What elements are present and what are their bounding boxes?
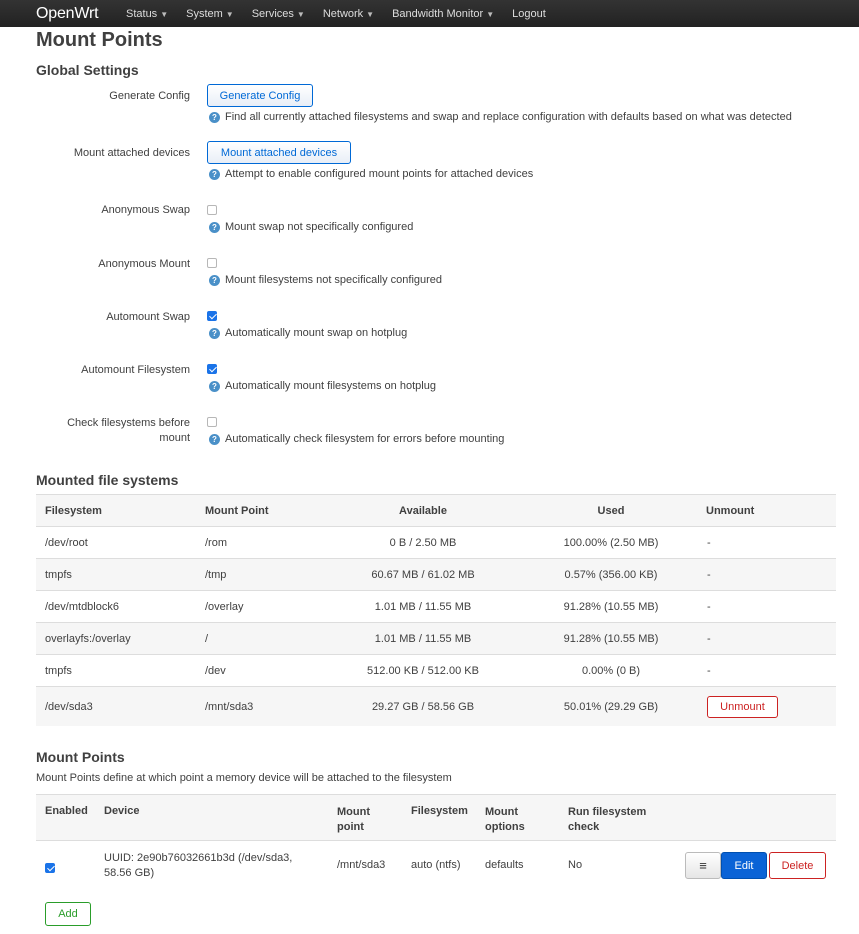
table-row: [36, 622, 836, 654]
table-row: [36, 526, 836, 558]
cell-used: 91.28% (10.55 MB): [563, 633, 659, 645]
cell-mount-point: /mnt/sda3: [205, 701, 254, 713]
mounted-table-header: [36, 494, 836, 526]
header-run-fs-check: Run filesystem check: [568, 806, 647, 833]
row-menu-button[interactable]: [685, 852, 721, 879]
hamburger-icon: ≡: [699, 858, 707, 873]
help-icon: ?: [209, 275, 220, 286]
cell-used: 0.00% (0 B): [581, 665, 641, 677]
cell-filesystem: /dev/root: [45, 537, 88, 549]
cell-filesystem: /dev/mtdblock6: [45, 601, 119, 613]
global-settings-heading: Global Settings: [36, 62, 139, 78]
cell-mount-options: defaults: [485, 859, 524, 871]
automount-swap-desc: ? Automatically mount swap on hotplug: [209, 327, 407, 339]
check-filesystems-label: Check filesystems before mount: [67, 417, 190, 444]
cell-available: 512.00 KB / 512.00 KB: [367, 665, 479, 677]
header-mount-point: Mount Point: [205, 505, 269, 517]
mount-attached-desc: ? Attempt to enable configured mount points for attached devices: [209, 168, 533, 180]
cell-available: 1.01 MB / 11.55 MB: [374, 601, 472, 613]
chevron-down-icon: ▼: [296, 9, 305, 19]
check-filesystems-desc: ? Automatically check filesystem for errors before mounting: [209, 433, 504, 445]
anonymous-mount-desc: ? Mount filesystems not specifically configured: [209, 274, 442, 286]
cell-filesystem: tmpfs: [45, 569, 72, 581]
cell-unmount: -: [707, 569, 711, 581]
brand-logo[interactable]: OpenWrt: [36, 4, 99, 22]
nav-services[interactable]: Services ▼: [251, 7, 305, 20]
header-unmount: Unmount: [706, 505, 755, 517]
chevron-down-icon: ▼: [366, 9, 375, 19]
cell-filesystem: auto (ntfs): [411, 859, 461, 871]
automount-swap-checkbox[interactable]: [207, 311, 217, 321]
mount-attached-label: Mount attached devices: [73, 147, 190, 159]
delete-button[interactable]: Delete: [769, 852, 826, 879]
table-row: [36, 590, 836, 622]
anonymous-swap-label: Anonymous Swap: [101, 204, 190, 216]
header-enabled: Enabled: [45, 805, 88, 817]
cell-mount-point: /dev: [205, 665, 226, 677]
cell-used: 100.00% (2.50 MB): [563, 537, 659, 549]
header-device: Device: [104, 805, 140, 817]
nav-system[interactable]: System ▼: [186, 7, 234, 20]
chevron-down-icon: ▼: [225, 9, 234, 19]
generate-config-desc: ? Find all currently attached filesystems and swap and replace configuration with defaults based on what was detected: [209, 111, 792, 123]
nav-bandwidth-monitor[interactable]: Bandwidth Monitor ▼: [392, 7, 495, 20]
top-navbar: [0, 0, 859, 27]
cell-filesystem: /dev/sda3: [45, 701, 93, 713]
cell-used: 0.57% (356.00 KB): [564, 569, 658, 581]
cell-mount-point: /mnt/sda3: [337, 859, 386, 871]
mount-points-desc: Mount Points define at which point a memory device will be attached to the filesystem: [36, 772, 452, 784]
cell-used: 91.28% (10.55 MB): [563, 601, 659, 613]
page-title: Mount Points: [36, 29, 163, 51]
table-row: [36, 840, 836, 888]
chevron-down-icon: ▼: [486, 9, 495, 19]
mount-attached-button[interactable]: Mount attached devices: [207, 141, 351, 164]
mount-points-table-header: [36, 794, 836, 840]
header-filesystem: Filesystem: [45, 505, 102, 517]
cell-run-fs-check: No: [568, 859, 583, 871]
cell-unmount: -: [707, 665, 711, 677]
nav-network[interactable]: Network ▼: [322, 7, 375, 20]
header-available: Available: [399, 505, 447, 517]
cell-available: 29.27 GB / 58.56 GB: [371, 701, 475, 713]
header-mount-point: Mount point: [337, 806, 370, 833]
cell-used: 50.01% (29.29 GB): [563, 701, 659, 713]
table-row: [36, 654, 836, 686]
anonymous-mount-label: Anonymous Mount: [98, 258, 190, 270]
cell-unmount: -: [707, 537, 711, 549]
cell-filesystem: tmpfs: [45, 665, 72, 677]
mount-points-heading: Mount Points: [36, 749, 125, 765]
header-filesystem: Filesystem: [411, 805, 468, 817]
unmount-button[interactable]: Unmount: [707, 696, 778, 718]
cell-filesystem: overlayfs:/overlay: [45, 633, 131, 645]
nav-status[interactable]: Status ▼: [126, 7, 169, 20]
automount-filesystem-label: Automount Filesystem: [81, 364, 190, 376]
header-mount-options: Mount options: [485, 806, 525, 833]
check-filesystems-checkbox[interactable]: [207, 417, 217, 427]
add-button[interactable]: Add: [45, 902, 91, 926]
anonymous-swap-desc: ? Mount swap not specifically configured: [209, 221, 413, 233]
chevron-down-icon: ▼: [160, 9, 169, 19]
cell-available: 1.01 MB / 11.55 MB: [374, 633, 472, 645]
anonymous-swap-checkbox[interactable]: [207, 205, 217, 215]
cell-unmount: -: [707, 601, 711, 613]
nav-logout[interactable]: Logout: [512, 7, 546, 20]
help-icon: ?: [209, 434, 220, 445]
cell-available: 60.67 MB / 61.02 MB: [371, 569, 475, 581]
help-icon: ?: [209, 328, 220, 339]
cell-mount-point: /tmp: [205, 569, 227, 581]
table-row: [36, 558, 836, 590]
enabled-checkbox[interactable]: [45, 863, 55, 873]
cell-mount-point: /overlay: [205, 601, 244, 613]
generate-config-button[interactable]: Generate Config: [207, 84, 313, 107]
help-icon: ?: [209, 169, 220, 180]
cell-mount-point: /: [205, 633, 209, 645]
help-icon: ?: [209, 222, 220, 233]
help-icon: ?: [209, 381, 220, 392]
cell-available: 0 B / 2.50 MB: [389, 537, 457, 549]
edit-button[interactable]: Edit: [721, 852, 767, 879]
mounted-filesystems-heading: Mounted file systems: [36, 472, 179, 488]
header-used: Used: [597, 505, 625, 517]
automount-filesystem-checkbox[interactable]: [207, 364, 217, 374]
cell-mount-point: /rom: [205, 537, 227, 549]
cell-unmount: -: [707, 633, 711, 645]
automount-swap-label: Automount Swap: [106, 311, 190, 323]
anonymous-mount-checkbox[interactable]: [207, 258, 217, 268]
cell-device: UUID: 2e90b76032661b3d (/dev/sda3, 58.56 GB): [104, 852, 293, 879]
help-icon: ?: [209, 112, 220, 123]
automount-filesystem-desc: ? Automatically mount filesystems on hotplug: [209, 380, 436, 392]
generate-config-label: Generate Config: [109, 90, 190, 102]
table-row: [36, 686, 836, 726]
